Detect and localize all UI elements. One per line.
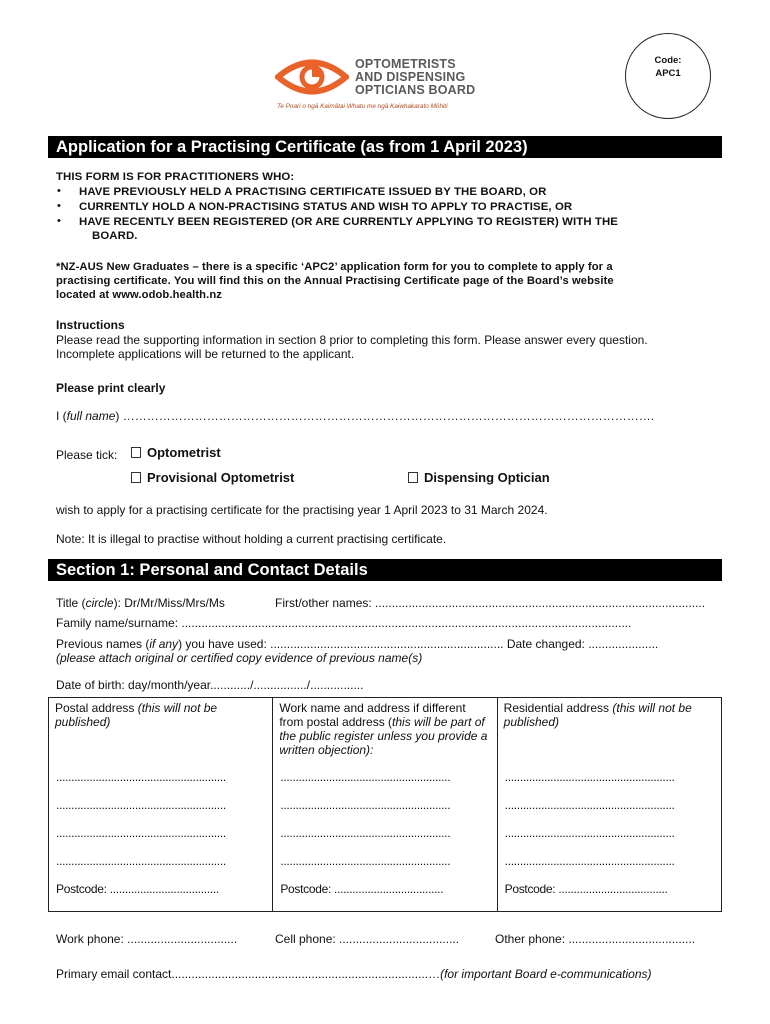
work-postcode-field[interactable]: Postcode: .................................... (280, 882, 444, 896)
first-names-field[interactable]: First/other names: ................................................................................................... (275, 596, 706, 610)
code-label: Code: (654, 55, 682, 66)
full-name-field[interactable]: I (full name) ……………………………………………………………………………………………………………………. (56, 409, 655, 423)
work-address-line[interactable]: ........................................................ (280, 798, 451, 812)
residential-address-line[interactable]: ........................................................ (504, 798, 675, 812)
bullet-icon: • (57, 215, 61, 227)
work-address-line[interactable]: ........................................................ (280, 854, 451, 868)
residential-address-line[interactable]: ........................................................ (504, 854, 675, 868)
residential-address-column[interactable] (498, 698, 721, 911)
board-logo (265, 50, 513, 120)
work-address-line[interactable]: ........................................................ (280, 770, 451, 784)
residential-address-heading: Residential address (this will not be published) (503, 701, 692, 729)
email-field[interactable]: Primary email contact.............................................................................…(for important Board e-communications) (56, 967, 652, 981)
residential-address-line[interactable]: ........................................................ (504, 770, 675, 784)
intro-bullet-1: HAVE PREVIOUSLY HELD A PRACTISING CERTIFICATE ISSUED BY THE BOARD, OR (79, 186, 547, 198)
section1-title-bar: Section 1: Personal and Contact Details (48, 559, 722, 581)
address-table (48, 697, 722, 912)
postal-address-line[interactable]: ........................................................ (56, 854, 226, 868)
postal-address-heading: Postal address (this will not be published) (55, 701, 218, 729)
work-address-column[interactable] (273, 698, 497, 911)
postal-address-line[interactable]: ........................................................ (56, 770, 226, 784)
bullet-icon: • (57, 185, 61, 197)
code-value: APC1 (655, 68, 681, 79)
illegal-practise-note: Note: It is illegal to practise without holding a current practising certificate. (56, 532, 447, 546)
eye-logo-icon (275, 54, 349, 100)
graduate-note-line-3: located at www.odob.health.nz (56, 289, 222, 301)
graduate-note-line-2: practising certificate. You will find this on the Annual Practising Certificate page of the Board’s website (56, 275, 614, 287)
checkbox-icon (408, 472, 418, 483)
checkbox-provisional-optometrist[interactable]: Provisional Optometrist (131, 471, 294, 485)
previous-names-field[interactable]: Previous names (if any) you have used: ...................................................................... Date changed: ..................... (56, 637, 659, 651)
bullet-icon: • (57, 200, 61, 212)
intro-heading: THIS FORM IS FOR PRACTITIONERS WHO: (56, 171, 295, 183)
instructions-line-2: Incomplete applications will be returned to the applicant. (56, 347, 355, 361)
practising-year-statement: wish to apply for a practising certificate for the practising year 1 April 2023 to 31 March 2024. (56, 503, 548, 517)
logo-line-2: AND DISPENSING (355, 70, 466, 84)
work-address-line[interactable]: ........................................................ (280, 826, 451, 840)
logo-line-3: OPTICIANS BOARD (355, 83, 476, 97)
other-phone-field[interactable]: Other phone: ...................................... (495, 932, 696, 946)
instructions-line-1: Please read the supporting information in section 8 prior to completing this form. Please answer every question. (56, 333, 648, 347)
checkbox-icon (131, 447, 141, 458)
intro-bullet-2: CURRENTLY HOLD A NON-PRACTISING STATUS AND WISH TO APPLY TO PRACTISE, OR (79, 201, 573, 213)
residential-address-line[interactable]: ........................................................ (504, 826, 675, 840)
form-title-bar: Application for a Practising Certificate (as from 1 April 2023) (48, 136, 722, 158)
date-of-birth-field[interactable]: Date of birth: day/month/year............/................/................ (56, 678, 364, 692)
title-field[interactable]: Title (circle): Dr/Mr/Miss/Mrs/Ms (56, 596, 225, 610)
logo-line-1: OPTOMETRISTS (355, 57, 456, 71)
checkbox-dispensing-optician[interactable]: Dispensing Optician (408, 471, 550, 485)
intro-bullet-3: HAVE RECENTLY BEEN REGISTERED (OR ARE CURRENTLY APPLYING TO REGISTER) WITH THE (79, 216, 619, 228)
intro-bullet-3-continuation: BOARD. (92, 230, 138, 242)
checkbox-optometrist[interactable]: Optometrist (131, 446, 221, 460)
please-tick-label: Please tick: (56, 448, 118, 462)
previous-names-note: (please attach original or certified copy evidence of previous name(s) (56, 651, 423, 665)
postal-address-line[interactable]: ........................................................ (56, 826, 226, 840)
logo-subtitle: Te Poari o ngā Kaimātai Whatu me ngā Kaiwhakarato Mōhiti (277, 103, 448, 110)
family-name-field[interactable]: Family name/surname: ....................................................................................................................................... (56, 616, 632, 630)
postal-address-column[interactable] (49, 698, 273, 911)
checkbox-icon (131, 472, 141, 483)
instructions-heading: Instructions (56, 318, 125, 332)
residential-postcode-field[interactable]: Postcode: .................................... (504, 882, 668, 896)
form-code-badge (625, 33, 711, 119)
postal-postcode-field[interactable]: Postcode: .................................... (56, 882, 219, 896)
graduate-note-line-1: *NZ-AUS New Graduates – there is a specific ‘APC2’ application form for you to complete to apply for a (56, 261, 613, 273)
postal-address-line[interactable]: ........................................................ (56, 798, 226, 812)
print-clearly: Please print clearly (56, 381, 166, 395)
work-phone-field[interactable]: Work phone: ................................. (56, 932, 238, 946)
work-address-heading: Work name and address if different from postal address (this will be part of the public register unless you provide a written objection): (279, 701, 488, 757)
cell-phone-field[interactable]: Cell phone: .................................... (275, 932, 460, 946)
